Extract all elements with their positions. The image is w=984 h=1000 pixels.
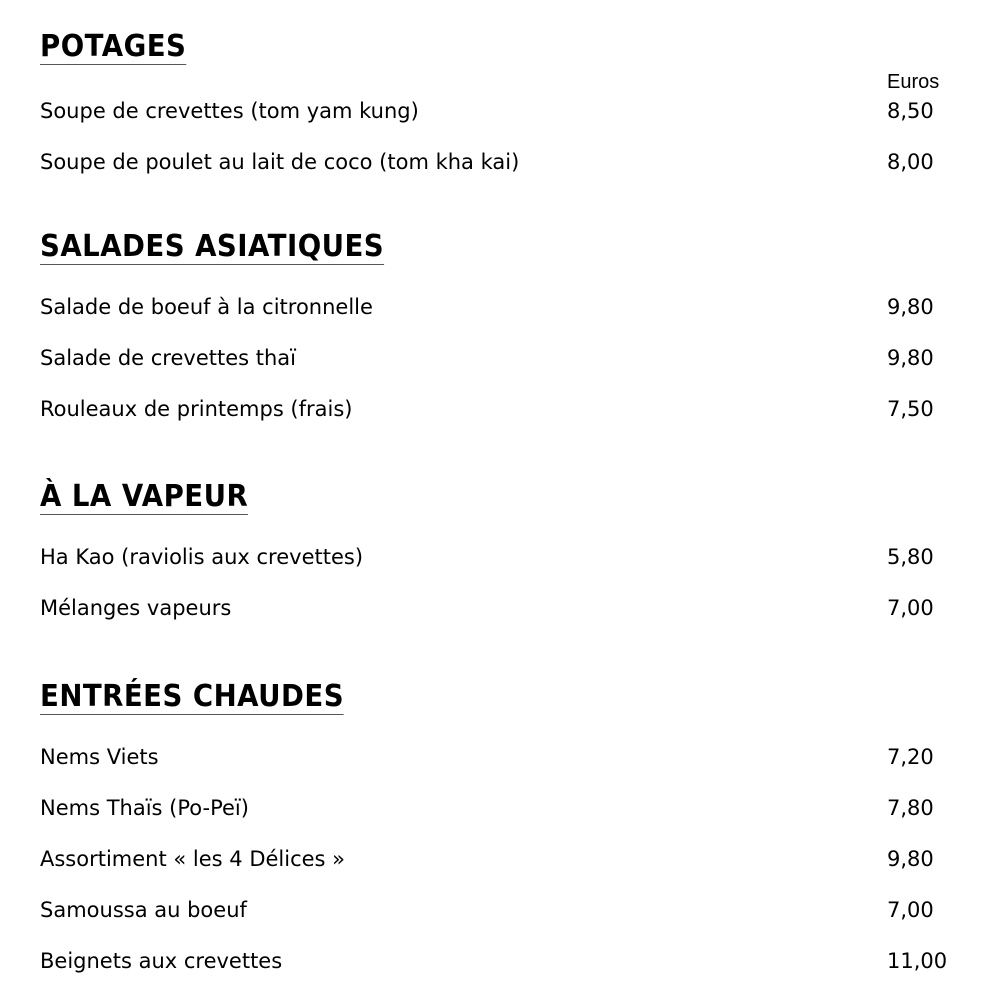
item-name: Samoussa au boeuf xyxy=(40,898,247,922)
item-price: 8,00 xyxy=(887,150,934,174)
menu-item xyxy=(40,86,950,137)
section-items xyxy=(40,86,950,188)
menu-item xyxy=(40,834,950,885)
menu-item xyxy=(40,885,950,936)
menu-item xyxy=(40,282,950,333)
section-salades-asiatiques xyxy=(40,229,950,421)
section-title: ENTRÉES CHAUDES xyxy=(40,679,345,714)
section-title: POTAGES xyxy=(40,29,187,64)
item-price: 7,50 xyxy=(887,397,934,421)
menu-item xyxy=(40,333,950,384)
item-price: 7,00 xyxy=(887,596,934,620)
item-name: Salade de boeuf à la citronnelle xyxy=(40,295,373,319)
item-name: Soupe de crevettes (tom yam kung) xyxy=(40,99,419,123)
menu-item xyxy=(40,532,950,583)
section-title: À LA VAPEUR xyxy=(40,479,249,514)
item-name: Rouleaux de printemps (frais) xyxy=(40,397,353,421)
item-name: Nems Thaïs (Po-Peï) xyxy=(40,796,249,820)
item-price: 7,20 xyxy=(887,745,934,769)
item-price: 7,00 xyxy=(887,898,934,922)
section-a-la-vapeur xyxy=(40,479,950,620)
item-name: Beignets aux crevettes xyxy=(40,949,283,973)
item-name: Assortiment « les 4 Délices » xyxy=(40,847,346,871)
section-items xyxy=(40,732,950,987)
menu-item xyxy=(40,936,950,987)
item-name: Soupe de poulet au lait de coco (tom kha kai) xyxy=(40,150,520,174)
menu-item xyxy=(40,732,950,783)
item-price: 9,80 xyxy=(887,346,934,370)
menu-item xyxy=(40,384,950,435)
item-price: 9,80 xyxy=(887,295,934,319)
menu-item xyxy=(40,783,950,834)
menu-item xyxy=(40,137,950,188)
item-price: 5,80 xyxy=(887,545,934,569)
section-items xyxy=(40,532,950,634)
section-entrees-chaudes xyxy=(40,679,950,973)
item-name: Salade de crevettes thaï xyxy=(40,346,296,370)
section-title: SALADES ASIATIQUES xyxy=(40,229,385,264)
menu-item xyxy=(40,583,950,634)
item-price: 7,80 xyxy=(887,796,934,820)
item-price: 11,00 xyxy=(887,949,948,973)
item-name: Ha Kao (raviolis aux crevettes) xyxy=(40,545,364,569)
section-items xyxy=(40,282,950,435)
item-price: 8,50 xyxy=(887,99,934,123)
item-name: Mélanges vapeurs xyxy=(40,596,232,620)
item-price: 9,80 xyxy=(887,847,934,871)
item-name: Nems Viets xyxy=(40,745,159,769)
currency-label: Euros xyxy=(887,71,940,93)
